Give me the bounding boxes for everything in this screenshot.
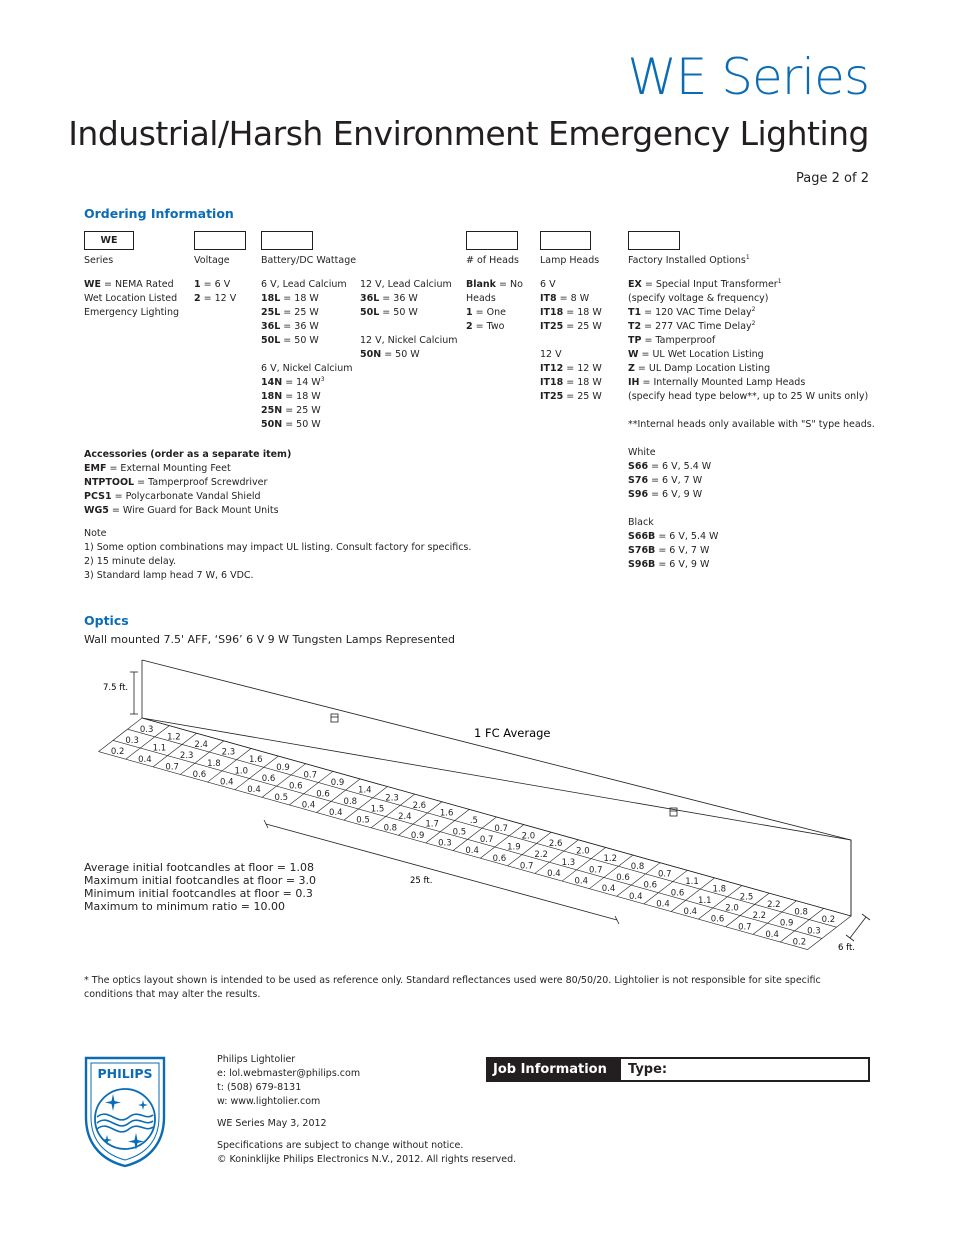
item-code: 36L [261,321,281,332]
height-dimension [130,672,138,714]
footcandle-value: 2.2 [752,911,767,922]
footcandle-value: 0.8 [630,861,645,872]
item-text: = Tamperproof Screwdriver [134,477,268,488]
item-text: = 6 V, 7 W [655,545,710,556]
footcandle-value: 0.8 [794,907,808,918]
item-text: = Tamperproof [641,335,716,346]
item-code: IH [628,377,640,388]
footcandle-value: 0.7 [494,823,508,834]
item-text: 12 V, Nickel Calcium [360,335,458,346]
item-text: Black [628,517,654,528]
footcandle-value: 0.7 [738,922,752,933]
item-text: = UL Damp Location Listing [634,363,771,374]
footcandle-value: 0.9 [330,778,345,789]
footcandle-value: 0.7 [479,834,494,845]
item-code: 1 [194,279,201,290]
footcandle-value: 1.8 [207,758,221,769]
item-text: 6 V, Lead Calcium [261,279,347,290]
text-line: 2) 15 minute delay. [84,556,177,567]
item-text: = 120 VAC Time Delay [641,307,752,318]
item-code: Z [628,363,635,374]
item-code: NTPTOOL [84,477,135,488]
website-link[interactable]: w: www.lightolier.com [217,1096,321,1107]
item-footnote: 2 [751,305,756,313]
item-text: Emergency Lighting [84,307,179,318]
item-text: **Internal heads only available with "S" type heads. [628,419,875,430]
item-text: 6 V, Nickel Calcium [261,363,353,374]
item-text: = Internally Mounted Lamp Heads [639,377,806,388]
item-code: 25N [261,405,283,416]
text-line: Maximum to minimum ratio = 10.00 [84,900,285,913]
optics-heading: Optics [84,613,129,628]
item-text: = 18 W [563,377,602,388]
footcandle-value: 0.4 [465,846,479,857]
item-code: S66 [628,461,649,472]
item-text: = 25 W [282,405,321,416]
optics-disclaimer: * The optics layout shown is intended to be used as reference only. Standard reflectances used were 80/50/20. Lightolier is not responsible for site specific conditions that may alter the results. [84,975,821,1000]
item-text: = 25 W [280,307,319,318]
lamp-label: Lamp Heads [540,255,600,266]
item-code: IT25 [540,321,564,332]
footcandle-value: 1.0 [234,766,248,777]
footcandle-value: 0.3 [125,735,139,746]
heads-label: # of Heads [466,255,519,266]
item-code: 50N [261,419,283,430]
page-number: Page 2 of 2 [796,171,869,186]
item-text: 6 V [540,279,556,290]
job-information-bar [486,1057,870,1082]
email-link[interactable]: e: lol.webmaster@philips.com [217,1068,361,1079]
footcandle-value: 0.4 [247,785,261,796]
item-text: = Wire Guard for Back Mount Units [108,505,279,516]
item-code: 18N [261,391,283,402]
item-text: = 18 W [563,307,602,318]
footcandle-value: 2.0 [725,903,739,914]
footcandle-value: 1.3 [561,857,576,868]
item-text: = 50 W [381,349,420,360]
footcandle-value: 1.2 [167,732,181,743]
item-code: W [628,349,639,360]
item-text: = 50 W [379,307,418,318]
depth-label: 6 ft. [838,943,855,953]
footcandle-value: 1.1 [152,743,167,754]
footcandle-value: 2.3 [179,751,194,762]
footcandle-value: 0.4 [219,777,234,788]
footcandle-value: 0.3 [139,724,154,735]
item-code: EX [628,279,642,290]
footcandle-value: 0.7 [519,861,534,872]
item-code: 18L [261,293,281,304]
length-label: 25 ft. [410,876,433,886]
item-text: = 18 W [282,391,321,402]
item-text: = 6 V, 9 W [655,559,710,570]
item-text: = 25 W [563,391,602,402]
item-text: 12 V, Lead Calcium [360,279,452,290]
item-footnote: 3 [320,375,325,383]
item-footnote: 2 [751,319,756,327]
height-label: 7.5 ft. [103,683,129,693]
item-text: = 6 V, 9 W [648,489,703,500]
item-code: S66B [628,531,656,542]
footcandle-value: 0.5 [274,792,289,803]
footcandle-value: 1.8 [712,884,727,895]
item-text: = 8 W [556,293,590,304]
item-text: = Special Input Transformer [641,279,778,290]
item-text: 12 V [540,349,562,360]
item-text: = 6 V, 7 W [648,475,703,486]
item-code: IT12 [540,363,564,374]
footcandle-value: 0.7 [303,770,318,781]
item-code: IT18 [540,307,564,318]
document-info: WE Series May 3, 2012 [217,1118,327,1129]
footcandle-value: 2.2 [534,850,548,861]
footcandle-value: 0.6 [288,781,303,792]
series-box: WE [84,231,134,250]
item-code: 36L [360,293,380,304]
battery-label: Battery/DC Wattage [261,255,357,266]
footcandle-value: 0.4 [547,868,561,879]
footcandle-value: 0.6 [710,914,725,925]
footcandle-value: 1.6 [248,755,263,766]
item-text: (specify voltage & frequency) [628,293,769,304]
footcandle-value: 0.4 [301,800,316,811]
item-code: T1 [628,307,642,318]
footcandle-value: 1.9 [507,842,521,853]
footcandle-value: 2.4 [398,812,412,823]
footcandle-value: 1.4 [358,785,372,796]
type-field[interactable]: Type: [628,1062,668,1077]
footcandle-value: 0.4 [138,754,152,765]
footcandle-value: 0.6 [492,853,507,864]
item-text: = 14 W [282,377,321,388]
footcandle-value: 2.3 [385,793,399,804]
footcandle-value: 1.6 [439,808,454,819]
item-code: S76 [628,475,649,486]
footcandle-value: 1.1 [685,877,699,888]
depth-dimension [846,914,870,941]
footer-contact [217,1053,516,1167]
item-code: S76B [628,545,656,556]
footcandle-value: 0.9 [410,830,425,841]
item-code: TP [628,335,642,346]
footcandle-value: 0.6 [261,774,276,785]
item-text: (specify head type below**, up to 25 W units only) [628,391,869,402]
length-dimension [264,820,619,924]
series-label: Series [84,255,114,266]
item-code: 1 [466,307,473,318]
footcandle-value: 0.6 [192,769,207,780]
footcandle-value: 0.4 [628,891,643,902]
item-text: = External Mounting Feet [106,463,231,474]
page-title: WE Series [627,48,869,106]
item-code: 2 [466,321,473,332]
footcandle-value: 1.1 [698,895,712,906]
text-line: Minimum initial footcandles at floor = 0.3 [84,887,313,900]
item-code: WG5 [84,505,109,516]
footcandle-value: 0.2 [792,937,807,948]
item-text: = 12 W [563,363,602,374]
company-name: Philips Lightolier [217,1054,296,1065]
footcandle-value: 0.5 [452,827,467,838]
optics-caption: Wall mounted 7.5' AFF, ‘S96’ 6 V 9 W Tungsten Lamps Represented [84,633,456,646]
footcandle-value: 2.3 [221,747,236,758]
footcandle-value: 1.5 [370,804,385,815]
item-text: = 36 W [280,321,319,332]
text-line: 1) Some option combinations may impact UL listing. Consult factory for specifics. [84,542,472,553]
voltage-label: Voltage [194,255,230,266]
optics-stats [84,861,316,913]
job-information-label: Job Information [488,1059,621,1080]
item-footnote: 1 [777,277,782,285]
item-code: 2 [194,293,201,304]
item-text: = UL Wet Location Listing [638,349,764,360]
footcandle-value: 0.2 [110,747,125,758]
footcandle-value: 2.0 [521,831,536,842]
footcandle-value: 0.7 [657,869,672,880]
average-label: 1 FC Average [474,726,551,740]
footcandle-value: 0.4 [683,907,698,918]
item-code: Blank [466,279,496,290]
item-code: S96B [628,559,656,570]
footcandle-value: 0.5 [356,815,370,826]
footcandle-value: 0.4 [574,876,588,887]
item-text: = 36 W [379,293,418,304]
footcandle-value: 0.4 [656,899,670,910]
footcandle-value: 1.2 [603,854,617,865]
item-text: = 25 W [563,321,602,332]
footcandle-value: 0.9 [779,918,794,929]
ordering-heading: Ordering Information [84,206,234,221]
footcandle-value: 2.6 [412,800,427,811]
text-line: Maximum initial footcandles at floor = 3.0 [84,874,317,887]
footcandle-value: 2.0 [576,846,590,857]
footcandle-value: 0.4 [601,884,616,895]
phone-number: t: (508) 679-8131 [217,1082,302,1093]
item-code: IT8 [540,293,557,304]
item-code: 25L [261,307,281,318]
text-line: Average initial footcandles at floor = 1.08 [84,861,315,874]
item-code: T2 [628,321,642,332]
item-text: White [628,447,656,458]
page-subtitle: Industrial/Harsh Environment Emergency Lighting [68,114,869,153]
notes-heading: Note [84,528,107,539]
item-text: = 6 V, 5.4 W [655,531,719,542]
footcandle-value: 0.8 [343,796,358,807]
item-text: Wet Location Listed [84,293,178,304]
footcandle-value: 0.6 [643,880,658,891]
logo-text: PHILIPS [97,1066,153,1081]
philips-logo [83,1055,167,1169]
text-line: 3) Standard lamp head 7 W, 6 VDC. [84,570,254,581]
footcandle-value: 2.6 [548,838,563,849]
footcandle-value: 0.7 [165,762,179,773]
item-code: IT18 [540,377,564,388]
item-text: = 50 W [280,335,319,346]
footcandle-value: 2.4 [194,739,208,750]
item-text: = 50 W [282,419,321,430]
item-code: S96 [628,489,649,500]
spec-notice: Specifications are subject to change without notice. [217,1140,464,1151]
item-text: = 277 VAC Time Delay [641,321,752,332]
item-text: Heads [466,293,496,304]
footcandle-value: 2.5 [739,892,754,903]
item-code: EMF [84,463,107,474]
item-code: 50L [261,335,281,346]
item-code: 50N [360,349,382,360]
footcandle-value: 2.2 [767,899,781,910]
item-text: = One [472,307,506,318]
item-text: = No [496,279,523,290]
item-code: 50L [360,307,380,318]
footcandle-value: 0.6 [316,789,330,800]
footcandle-value: 0.4 [765,929,779,940]
item-code: 14N [261,377,283,388]
footcandle-value: 0.9 [276,762,290,773]
item-text: = 12 V [200,293,237,304]
item-text: = 18 W [280,293,319,304]
footcandle-value: 0.7 [588,865,603,876]
item-code: IT25 [540,391,564,402]
item-text: = NEMA Rated [100,279,174,290]
options-label-sup: 1 [745,253,750,261]
footcandle-value: 0.3 [807,926,821,937]
footcandle-value: 0.6 [616,873,630,884]
footcandle-value: 0.4 [329,808,343,819]
footcandle-value: 0.3 [438,838,452,849]
footcandle-value: 0.2 [821,915,836,926]
options-label-text: Factory Installed Options [628,255,746,266]
floor-grid [99,718,852,950]
accessories-heading: Accessories (order as a separate item) [84,449,292,460]
footcandle-value: 0.6 [670,888,685,899]
footcandle-value: .5 [469,816,478,827]
item-text: = 6 V [200,279,231,290]
footcandle-value: 0.8 [383,823,398,834]
footcandle-value: 1.7 [425,819,439,830]
item-text: = 6 V, 5.4 W [648,461,712,472]
item-code: PCS1 [84,491,112,502]
copyright: © Koninklijke Philips Electronics N.V., 2012. All rights reserved. [217,1154,517,1165]
item-text: = Polycarbonate Vandal Shield [111,491,261,502]
item-code: WE [84,279,101,290]
item-text: = Two [472,321,505,332]
